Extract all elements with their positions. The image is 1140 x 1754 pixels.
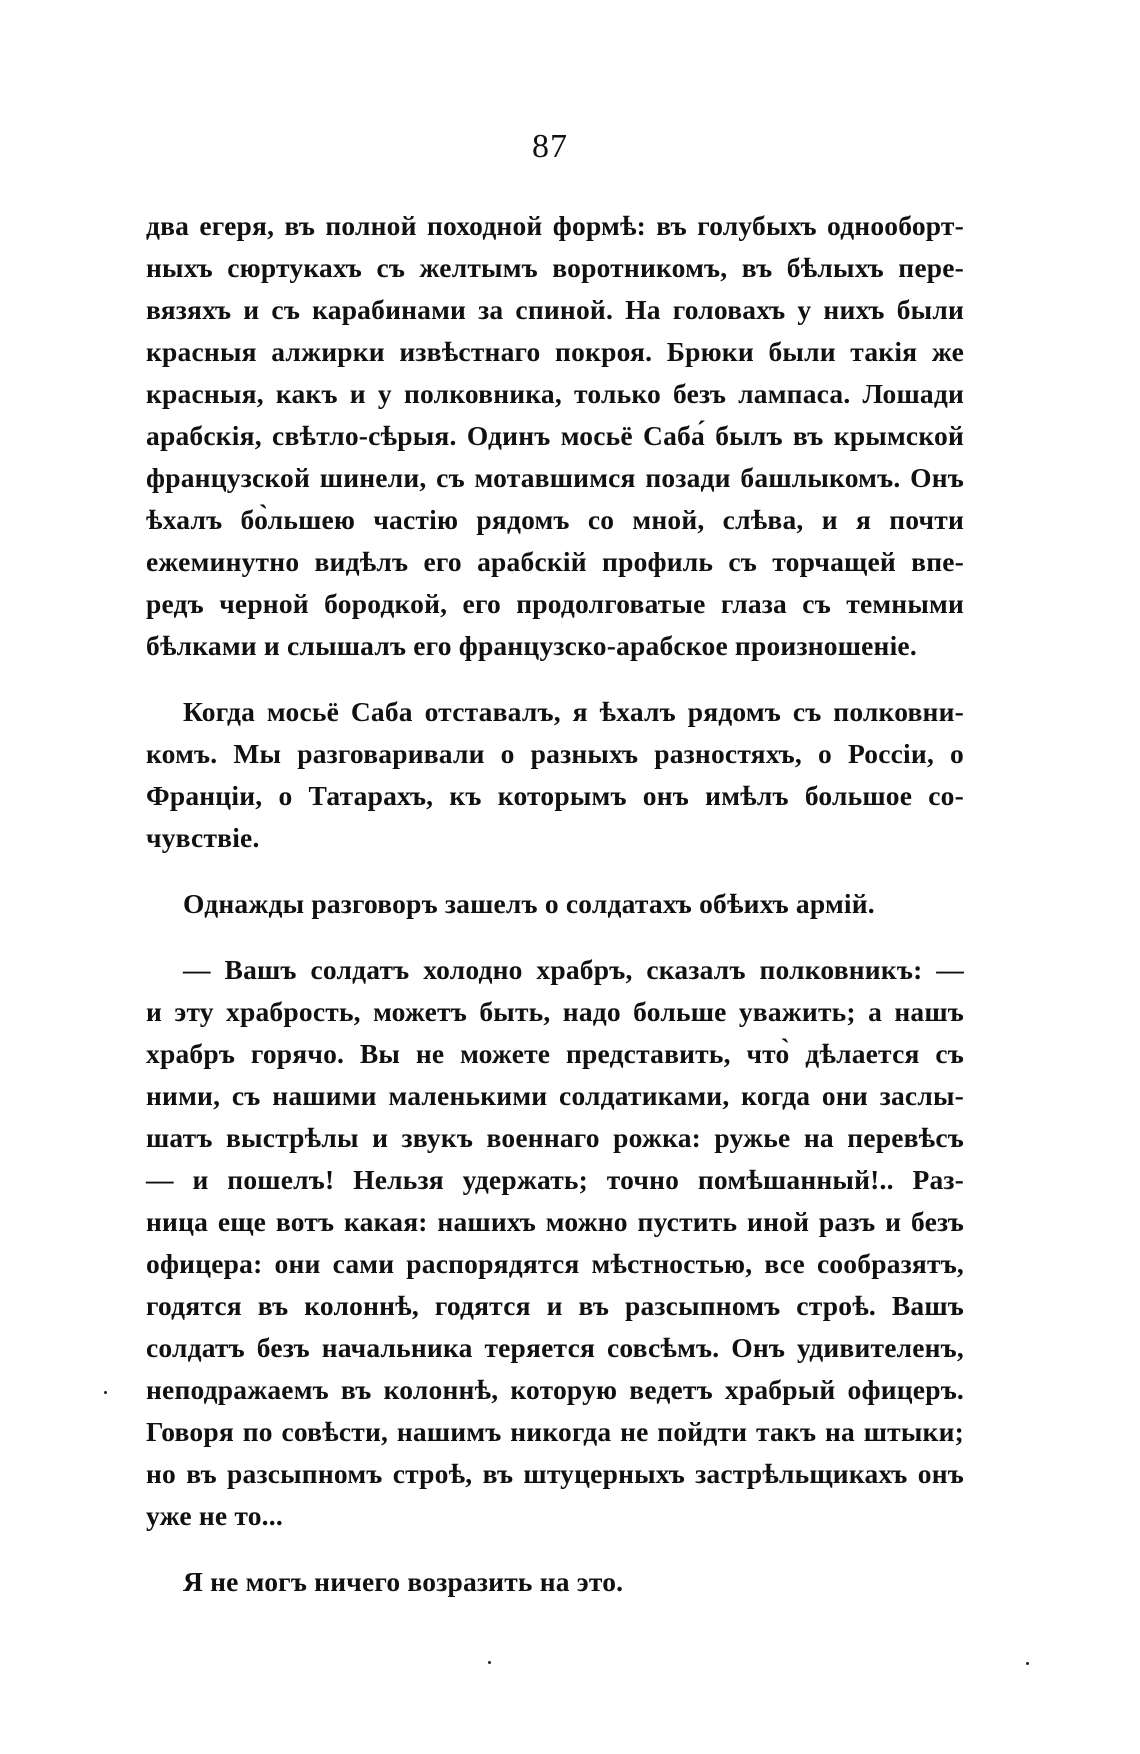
text-line: шатъ выстрѣлы и звукъ военнаго рожка: ружье на перевѣсъ	[146, 1122, 964, 1153]
text-line: и эту храбрость, можетъ быть, надо больше уважить; а нашъ	[146, 996, 964, 1027]
text-line: Однажды разговоръ зашелъ о солдатахъ обѣихъ армій.	[183, 888, 875, 919]
scan-speck	[104, 1391, 107, 1394]
paragraph-3	[146, 883, 964, 925]
text-line: — Вашъ солдатъ холодно храбръ, сказалъ полковникъ: —	[183, 954, 964, 985]
text-line: солдатъ безъ начальника теряется совсѣмъ. Онъ удивителенъ,	[146, 1332, 964, 1363]
text-line: два егеря, въ полной походной формѣ: въ голубыхъ однооборт-	[146, 210, 964, 241]
text-line: французской шинели, съ мотавшимся позади башлыкомъ. Онъ	[146, 462, 964, 493]
text-line: Франціи, о Татарахъ, къ которымъ онъ имѣлъ большое со-	[146, 780, 964, 811]
scan-speck	[1026, 1662, 1029, 1665]
text-line: но въ разсыпномъ строѣ, въ штуцерныхъ застрѣльщикахъ онъ	[146, 1458, 964, 1489]
body-text	[146, 205, 964, 1627]
text-line: Я не могъ ничего возразить на это.	[183, 1566, 624, 1597]
paragraph-5	[146, 1561, 964, 1603]
text-line: — и пошелъ! Нельзя удержать; точно помѣшанный!.. Раз-	[146, 1164, 964, 1195]
text-line: бѣлками и слышалъ его французско-арабское произношеніе.	[146, 630, 917, 661]
text-line: ежеминутно видѣлъ его арабскій профиль съ торчащей впе-	[146, 546, 964, 577]
text-line: чувствіе.	[146, 822, 260, 853]
text-line: Говоря по совѣсти, нашимъ никогда не пойдти такъ на штыки;	[146, 1416, 964, 1447]
text-line: Когда мосьё Саба отставалъ, я ѣхалъ рядомъ съ полковни-	[183, 696, 964, 727]
text-line: вязяхъ и съ карабинами за спиной. На головахъ у нихъ были	[146, 294, 964, 325]
text-line: ныхъ сюртукахъ съ желтымъ воротникомъ, въ бѣлыхъ пере-	[146, 252, 964, 283]
text-line: комъ. Мы разговаривали о разныхъ разностяхъ, о Россіи, о	[146, 738, 964, 769]
text-line: арабскія, свѣтло-сѣрыя. Одинъ мосьё Саба́ былъ въ крымской	[146, 420, 964, 451]
text-line: ница еще вотъ какая: нашихъ можно пустить иной разъ и безъ	[146, 1206, 964, 1237]
text-line: красныя алжирки извѣстнаго покроя. Брюки были такія же	[146, 336, 964, 367]
text-line: красныя, какъ и у полковника, только безъ лампаса. Лошади	[146, 378, 964, 409]
text-line: офицера: они сами распорядятся мѣстностью, все сообразятъ,	[146, 1248, 964, 1279]
text-line: уже не то...	[146, 1500, 283, 1531]
text-line: храбръ горячо. Вы не можете представить, что̀ дѣлается съ	[146, 1038, 964, 1069]
paragraph-4	[146, 949, 964, 1537]
text-line: ними, съ нашими маленькими солдатиками, когда они заслы-	[146, 1080, 964, 1111]
text-line: годятся въ колоннѣ, годятся и въ разсыпномъ строѣ. Вашъ	[146, 1290, 964, 1321]
text-line: ѣхалъ бо̀льшею частію рядомъ со мной, слѣва, и я почти	[146, 504, 964, 535]
page-number: 87	[532, 128, 568, 165]
paragraph-2	[146, 691, 964, 859]
scan-speck	[488, 1661, 491, 1664]
text-line: неподражаемъ въ колоннѣ, которую ведетъ храбрый офицеръ.	[146, 1374, 964, 1405]
text-line: редъ черной бородкой, его продолговатые глаза съ темными	[146, 588, 964, 619]
paragraph-1	[146, 205, 964, 667]
